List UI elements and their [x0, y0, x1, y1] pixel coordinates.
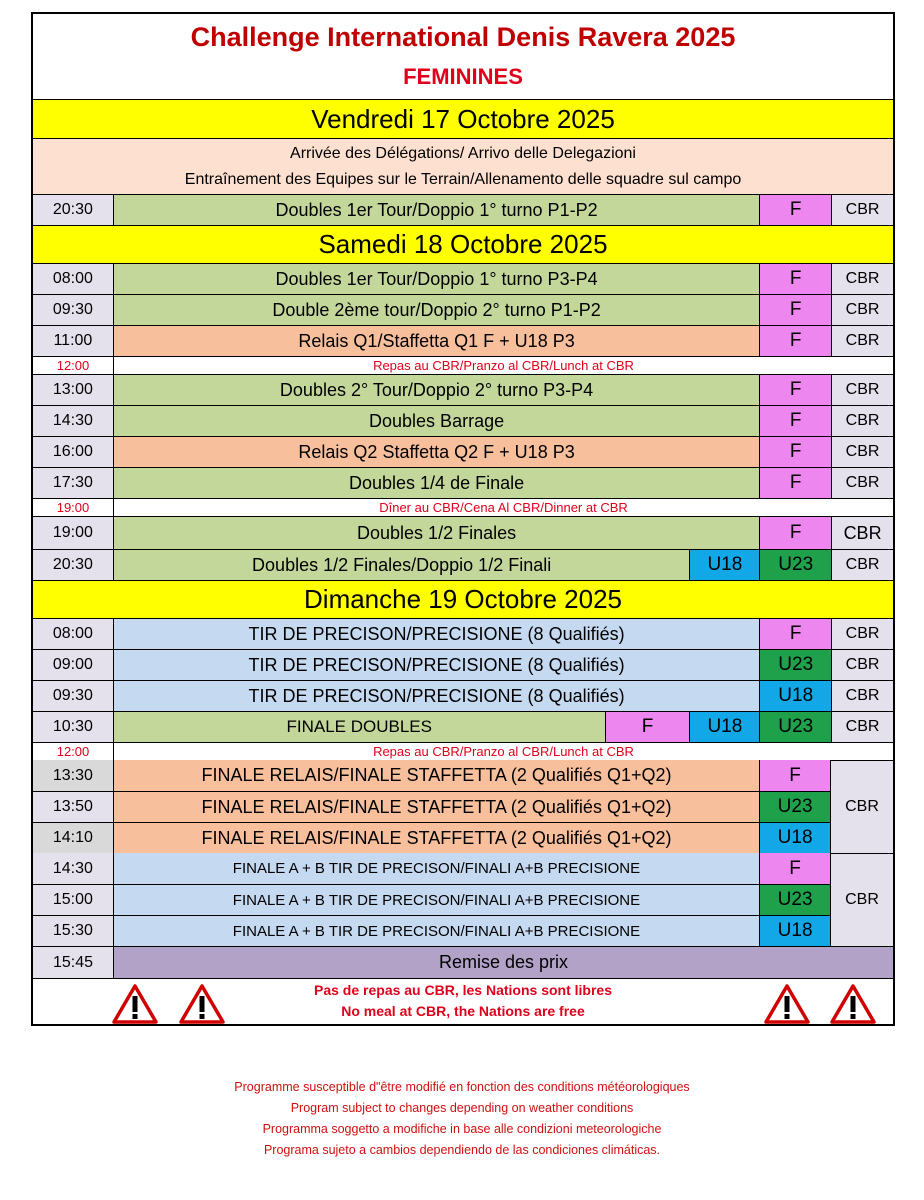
category-f: F	[759, 295, 831, 325]
time-cell: 11:00	[33, 326, 113, 356]
day-saturday-label: Samedi 18 Octobre 2025	[318, 229, 608, 259]
time-cell: 09:30	[33, 295, 113, 325]
time-cell: 14:10	[33, 823, 113, 853]
category-f: F	[759, 406, 831, 436]
day-friday-label: Vendredi 17 Octobre 2025	[311, 103, 615, 134]
event-cell: Doubles 1/4 de Finale	[113, 468, 760, 498]
event-cell: Doubles 1/2 Finales/Doppio 1/2 Finali	[113, 550, 690, 580]
event-cell: Doubles 1/2 Finales	[113, 517, 760, 549]
schedule-row	[33, 263, 893, 294]
venue-cell: CBR	[831, 517, 893, 549]
time-cell: 08:00	[33, 264, 113, 294]
note-spanish: Programa sujeto a cambios dependiendo de las condiciones climáticas.	[263, 1143, 661, 1157]
schedule-row	[33, 516, 893, 549]
time-cell: 12:00	[33, 357, 113, 374]
warning-triangle-icon	[829, 983, 877, 1025]
time-cell: 14:30	[33, 406, 113, 436]
meal-row	[33, 498, 893, 516]
category-f: F	[759, 326, 831, 356]
page-subtitle: FEMININES	[403, 64, 523, 89]
arrivals-line-1: Arrivée des Délégations/ Arrivo delle Delegazioni	[290, 144, 636, 162]
schedule-row	[33, 325, 893, 356]
event-cell: FINALE A + B TIR DE PRECISON/FINALI A+B PRECISIONE	[113, 916, 759, 946]
schedule-row	[33, 822, 831, 853]
time-cell: 17:30	[33, 468, 113, 498]
time-cell: 13:30	[33, 760, 113, 791]
category-f: F	[759, 437, 831, 467]
event-cell: Doubles 1er Tour/Doppio 1° turno P3-P4	[113, 264, 760, 294]
event-cell: Doubles 1er Tour/Doppio 1° turno P1-P2	[113, 195, 760, 225]
time-cell: 19:00	[33, 499, 113, 516]
schedule-table	[31, 12, 895, 1026]
note-english: Program subject to changes depending on weather conditions	[290, 1101, 634, 1115]
schedule-row	[33, 884, 831, 915]
event-cell: FINALE RELAIS/FINALE STAFFETTA (2 Qualifiés Q1+Q2)	[113, 760, 759, 791]
category-f: F	[759, 375, 831, 405]
category-u18: U18	[689, 550, 759, 580]
category-f: F	[759, 853, 831, 884]
category-u18: U18	[759, 823, 831, 853]
event-cell: Doubles Barrage	[113, 406, 760, 436]
time-cell: 15:00	[33, 885, 113, 915]
category-u23: U23	[759, 550, 831, 580]
category-u18: U18	[759, 681, 831, 711]
schedule-row	[33, 791, 831, 822]
venue-cell: CBR	[831, 375, 893, 405]
schedule-row	[33, 946, 893, 978]
venue-cell: CBR	[831, 550, 893, 580]
note-italian: Programma soggetto a modifiche in base alle condizioni meteorologiche	[262, 1122, 662, 1136]
time-cell: 20:30	[33, 195, 113, 225]
event-cell: FINALE DOUBLES	[113, 712, 605, 742]
meal-label: Repas au CBR/Pranzo al CBR/Lunch at CBR	[113, 743, 893, 760]
category-u23: U23	[759, 792, 831, 822]
schedule-row	[33, 711, 893, 742]
time-cell: 15:45	[33, 947, 113, 978]
event-cell: Double 2ème tour/Doppio 2° turno P1-P2	[113, 295, 760, 325]
page-title: Challenge International Denis Ravera 2025	[190, 22, 736, 52]
venue-cell: CBR	[831, 681, 893, 711]
day-sunday-label: Dimanche 19 Octobre 2025	[304, 584, 622, 614]
arrivals-line-2: Entraînement des Equipes sur le Terrain/Allenamento delle squadre sul campo	[184, 170, 742, 188]
time-cell: 09:00	[33, 650, 113, 680]
schedule-row	[33, 374, 893, 405]
category-u23: U23	[759, 712, 831, 742]
day-header-friday	[33, 99, 893, 138]
warning-triangle-icon	[763, 983, 811, 1025]
meal-row	[33, 356, 893, 374]
category-u23: U23	[759, 885, 831, 915]
schedule-row	[33, 194, 893, 225]
day-header-saturday	[33, 225, 893, 263]
venue-cell: CBR	[831, 712, 893, 742]
schedule-row	[33, 680, 893, 711]
venue-cell: CBR	[831, 406, 893, 436]
venue-cell: CBR	[831, 853, 893, 946]
venue-cell: CBR	[831, 619, 893, 649]
relay-finals-group	[33, 760, 893, 853]
event-cell: Remise des prix	[113, 947, 893, 978]
footer-line-1: Pas de repas au CBR, les Nations sont libres	[314, 982, 612, 998]
precision-finals-group	[33, 853, 893, 946]
schedule-row	[33, 405, 893, 436]
schedule-row	[33, 649, 893, 680]
schedule-row	[33, 436, 893, 467]
venue-cell: CBR	[831, 295, 893, 325]
venue-cell: CBR	[831, 326, 893, 356]
time-cell: 09:30	[33, 681, 113, 711]
event-cell: FINALE RELAIS/FINALE STAFFETTA (2 Qualifiés Q1+Q2)	[113, 823, 759, 853]
time-cell: 16:00	[33, 437, 113, 467]
schedule-row	[33, 294, 893, 325]
event-cell: FINALE RELAIS/FINALE STAFFETTA (2 Qualifiés Q1+Q2)	[113, 792, 759, 822]
event-cell: TIR DE PRECISON/PRECISIONE (8 Qualifiés)	[113, 681, 760, 711]
category-f: F	[759, 619, 831, 649]
time-cell: 15:30	[33, 916, 113, 946]
event-cell: FINALE A + B TIR DE PRECISON/FINALI A+B PRECISIONE	[113, 853, 759, 884]
category-u18: U18	[759, 916, 831, 946]
event-cell: Doubles 2° Tour/Doppio 2° turno P3-P4	[113, 375, 760, 405]
venue-cell: CBR	[831, 437, 893, 467]
weather-notes	[0, 1077, 924, 1161]
category-f: F	[759, 264, 831, 294]
meal-label: Dîner au CBR/Cena Al CBR/Dinner at CBR	[113, 499, 893, 516]
event-cell: TIR DE PRECISON/PRECISIONE (8 Qualifiés)	[113, 619, 760, 649]
meal-row	[33, 742, 893, 760]
event-cell: Relais Q1/Staffetta Q1 F + U18 P3	[113, 326, 760, 356]
time-cell: 14:30	[33, 853, 113, 884]
venue-cell: CBR	[831, 195, 893, 225]
schedule-row	[33, 467, 893, 498]
time-cell: 12:00	[33, 743, 113, 760]
schedule-row	[33, 915, 831, 946]
category-f: F	[759, 468, 831, 498]
time-cell: 19:00	[33, 517, 113, 549]
footer-notice	[33, 978, 893, 1024]
category-f: F	[759, 517, 831, 549]
time-cell: 20:30	[33, 550, 113, 580]
day-header-sunday	[33, 580, 893, 618]
venue-cell: CBR	[831, 468, 893, 498]
time-cell: 13:50	[33, 792, 113, 822]
time-cell: 08:00	[33, 619, 113, 649]
footer-line-2: No meal at CBR, the Nations are free	[341, 1003, 585, 1019]
schedule-row	[33, 618, 893, 649]
meal-label: Repas au CBR/Pranzo al CBR/Lunch at CBR	[113, 357, 893, 374]
note-french: Programme susceptible d"être modifié en fonction des conditions météorologiques	[234, 1080, 690, 1094]
event-cell: FINALE A + B TIR DE PRECISON/FINALI A+B PRECISIONE	[113, 885, 759, 915]
category-u23: U23	[759, 650, 831, 680]
category-u18: U18	[689, 712, 759, 742]
event-cell: Relais Q2 Staffetta Q2 F + U18 P3	[113, 437, 760, 467]
title-area	[33, 14, 893, 99]
venue-cell: CBR	[831, 760, 893, 853]
time-cell: 13:00	[33, 375, 113, 405]
venue-cell: CBR	[831, 650, 893, 680]
arrivals-banner	[33, 138, 893, 194]
category-f: F	[759, 760, 831, 791]
schedule-row	[33, 853, 831, 884]
venue-cell: CBR	[831, 264, 893, 294]
event-cell: TIR DE PRECISON/PRECISIONE (8 Qualifiés)	[113, 650, 760, 680]
schedule-row	[33, 760, 831, 791]
time-cell: 10:30	[33, 712, 113, 742]
category-f: F	[605, 712, 690, 742]
schedule-row	[33, 549, 893, 580]
category-f: F	[759, 195, 831, 225]
